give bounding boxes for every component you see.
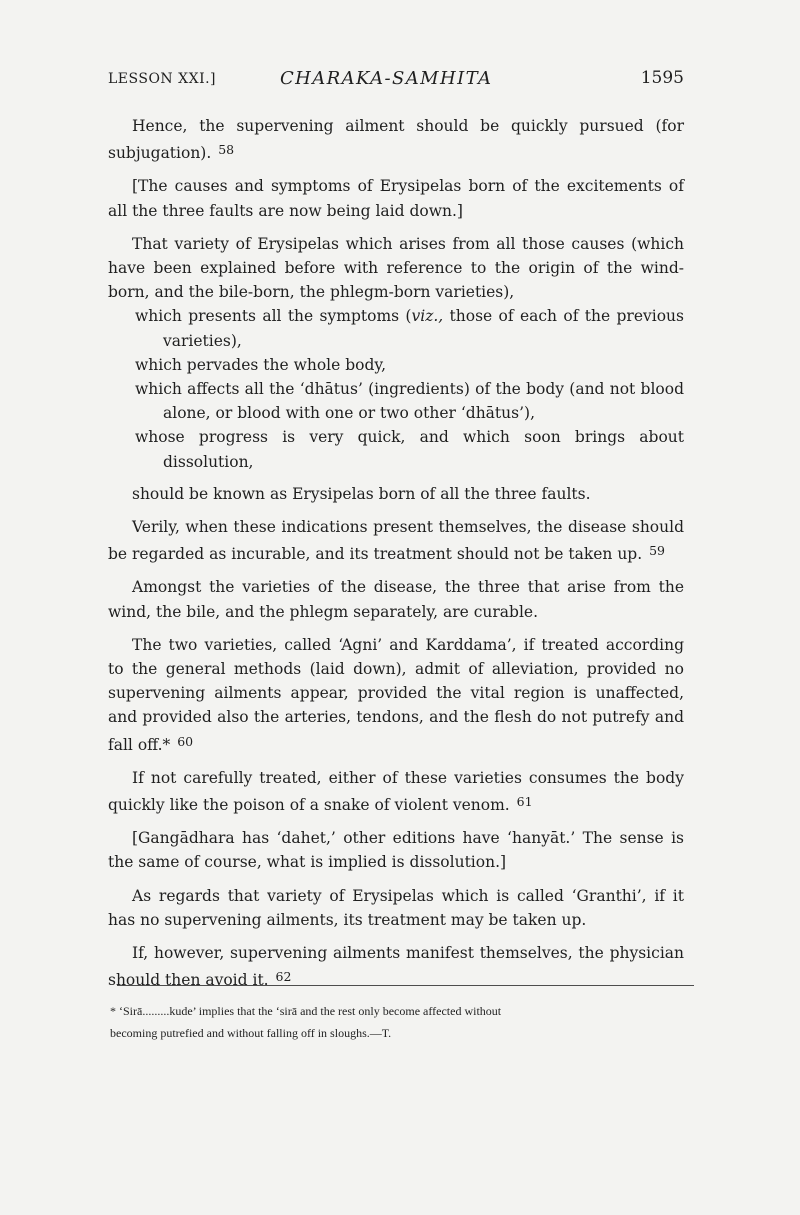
footnote-rule (117, 985, 694, 986)
footnote-line-2: becoming putrefied and without falling off in sloughs.—T. (110, 1026, 392, 1040)
footnote (110, 1000, 688, 1044)
list-item (135, 353, 684, 377)
list-item-text: whose progress is very quick, and which soon brings about dissolution, (135, 428, 684, 471)
verse-number: 61 (516, 794, 533, 810)
running-header (108, 68, 684, 92)
paragraph-60 (108, 633, 684, 757)
paragraph-58 (108, 114, 684, 165)
paragraph-curable (108, 575, 684, 623)
verse-number: 58 (218, 142, 235, 158)
paragraph-text: The two varieties, called ‘Agni’ and Karddama’, if treated according to the general methods (laid down), admit of alleviation, provided no supervening ailments appear, provided the vital region is unaffected, and provided also the arteries, tendons, and the flesh do not putrefy and fall off.* (108, 635, 684, 754)
paragraph-text: [The causes and symptoms of Erysipelas born of the excitements of all the three faults are now being laid down.] (108, 177, 684, 220)
list-item-text: which affects all the ‘dhātus’ (ingredients) of the body (and not blood alone, or blood with one or two other ‘dhātus’), (135, 380, 684, 423)
paragraph-text: Amongst the varieties of the disease, the three that arise from the wind, the bile, and the phlegm separately, are curable. (108, 578, 684, 621)
list-item-text: which presents all the symptoms ( (135, 307, 412, 326)
verse-number: 62 (275, 969, 292, 985)
main-text (108, 114, 684, 1002)
paragraph-causes (108, 174, 684, 222)
list-item (135, 304, 684, 352)
paragraph-text: Verily, when these indications present themselves, the disease should be regarded as incurable, and its treatment should not be taken up. (108, 518, 684, 564)
paragraph-text: should be known as Erysipelas born of all the three faults. (132, 484, 591, 503)
paragraph-three-faults (108, 482, 684, 506)
paragraph-59 (108, 515, 684, 566)
paragraph-variety (108, 232, 684, 305)
symptom-list (108, 304, 684, 473)
paragraph-granthi (108, 884, 684, 932)
paragraph-text: Hence, the supervening ailment should be quickly pursued (for subjugation). (108, 117, 684, 163)
paragraph-61 (108, 766, 684, 817)
page-number: 1595 (640, 68, 684, 88)
paragraph-text: [Gangādhara has ‘dahet,’ other editions have ‘hanyāt.’ The sense is the same of course, what is implied is dissolution.] (108, 829, 684, 872)
paragraph-text: That variety of Erysipelas which arises from all those causes (which have been explained before with reference to the origin of the wind-born, and the bile-born, the phlegm-born varieties), (108, 234, 684, 302)
footnote-line-1: * ‘Sirā.........kude’ implies that the ‘sirā and the rest only become affected without (110, 1004, 502, 1018)
list-item-text: which pervades the whole body, (135, 355, 387, 374)
verse-number: 59 (649, 543, 666, 559)
paragraph-text: If not carefully treated, either of these varieties consumes the body quickly like the poison of a snake of violent venom. (108, 768, 684, 815)
list-item-text: those of each of the previous varieties), (163, 307, 684, 350)
book-title: CHARAKA-SAMHITA (280, 68, 493, 89)
list-item (135, 425, 684, 473)
paragraph-gangadhara (108, 826, 684, 874)
verse-number: 60 (177, 733, 194, 749)
list-item-italic-text: viz., (411, 307, 444, 326)
paragraph-text: If, however, supervening ailments manifest themselves, the physician should then avoid it. (108, 944, 684, 990)
list-item (135, 377, 684, 425)
paragraph-text: As regards that variety of Erysipelas which is called ‘Granthi’, if it has no supervening ailments, its treatment may be taken up. (108, 886, 684, 929)
lesson-heading: LESSON XXI.] (108, 71, 217, 87)
